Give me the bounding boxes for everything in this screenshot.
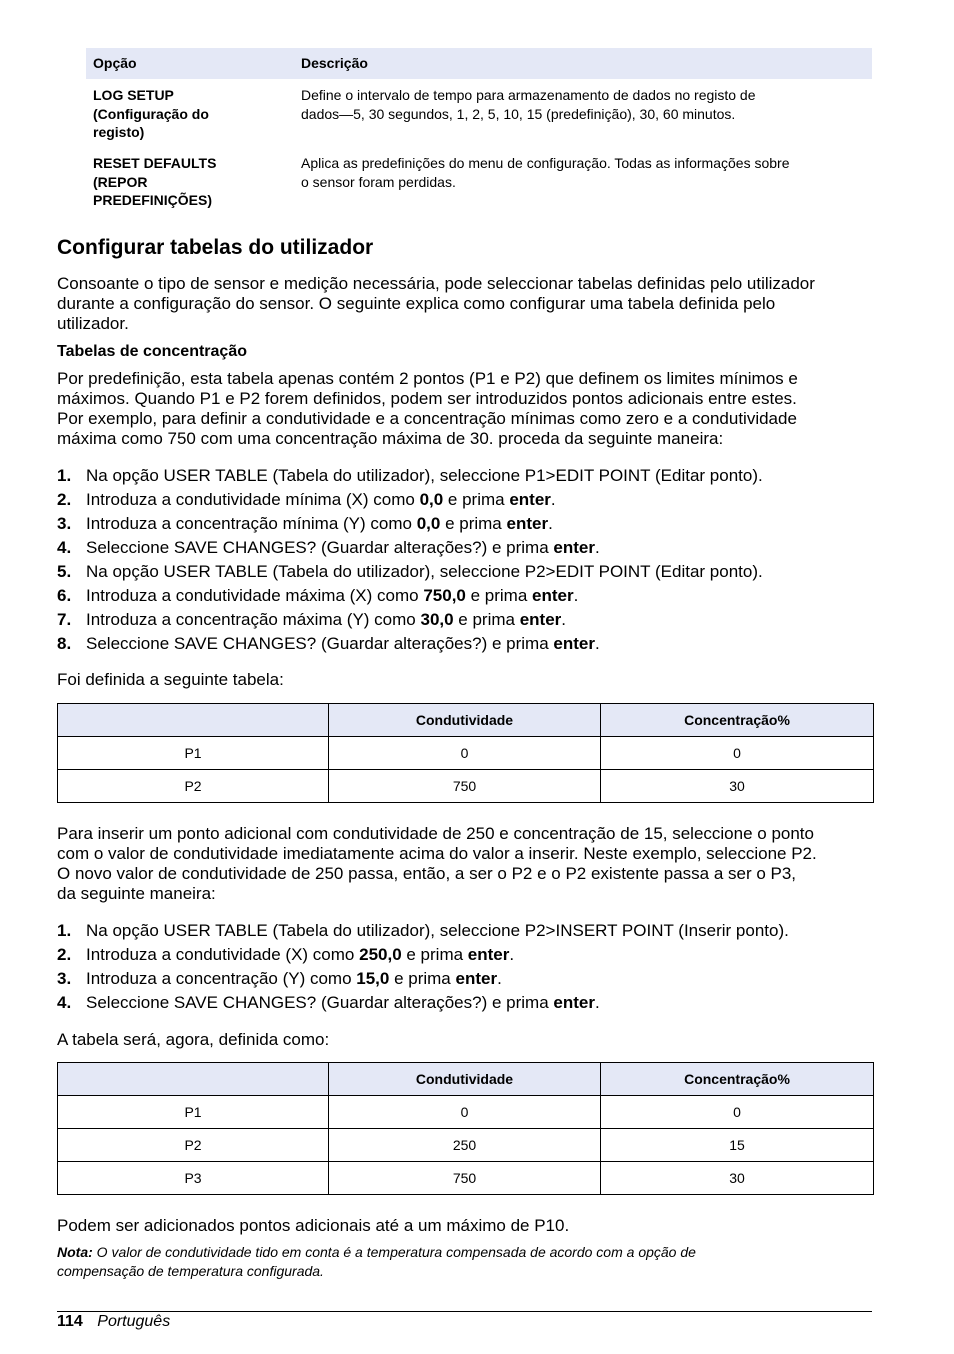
- step-text: Introduza a condutividade (X) como 250,0 e prima enter.: [86, 945, 515, 964]
- step-number: 2.: [57, 945, 72, 964]
- note-label: Nota:: [57, 1244, 93, 1260]
- section-title: Configurar tabelas do utilizador: [57, 236, 374, 259]
- table1-header-concentration: Concentração%: [601, 704, 874, 737]
- header-option: Opção: [93, 55, 137, 71]
- step-text: Na opção USER TABLE (Tabela do utilizador), seleccione P1>EDIT POINT (Editar ponto).: [86, 466, 763, 485]
- table-row: P1 0 0: [58, 737, 874, 770]
- steps-list-2: [57, 921, 877, 1017]
- step-text: Na opção USER TABLE (Tabela do utilizador), seleccione P2>INSERT POINT (Inserir ponto).: [86, 921, 789, 940]
- page-number: 114: [57, 1313, 83, 1330]
- closing-paragraph: Podem ser adicionados pontos adicionais até a um máximo de P10.: [57, 1216, 570, 1235]
- table-row: P2 750 30: [58, 770, 874, 803]
- paragraph-2: Para inserir um ponto adicional com condutividade de 250 e concentração de 15, seleccione o ponto com o valor de condutividade imediatamente acima do valor a inserir. Neste exemplo, seleccione P2. O novo valor de condutividade de 250 passa, então, a ser o P2 e o P2 existente passa a ser o P3, da seguinte maneira:: [57, 824, 817, 903]
- step-number: 2.: [57, 490, 72, 509]
- table2-header-concentration: Concentração%: [601, 1063, 874, 1096]
- step-number: 1.: [57, 466, 72, 485]
- step-text: Introduza a condutividade máxima (X) como 750,0 e prima enter.: [86, 586, 579, 605]
- option-name-reset-defaults: RESET DEFAULTS (REPOR PREDEFINIÇÕES): [93, 155, 217, 208]
- table2-header-conductivity: Condutividade: [329, 1063, 601, 1096]
- footer: [57, 1313, 170, 1331]
- table-row: P1 0 0: [58, 1096, 874, 1129]
- step-text: Seleccione SAVE CHANGES? (Guardar alterações?) e prima enter.: [86, 538, 600, 557]
- table2-intro: A tabela será, agora, definida como:: [57, 1030, 330, 1049]
- steps-list-1: [57, 466, 877, 658]
- table2-header-blank: [58, 1063, 329, 1096]
- option-name-log-setup: LOG SETUP (Configuração do registo): [93, 87, 209, 140]
- table-row: P3 750 30: [58, 1162, 874, 1195]
- subheading: Tabelas de concentração: [57, 343, 247, 360]
- table1-header-blank: [58, 704, 329, 737]
- note: Nota: O valor de condutividade tido em conta é a temperatura compensada de acordo com a opção de compensação de temperatura configurada.: [57, 1244, 696, 1279]
- concentration-table-1: [57, 703, 874, 803]
- step-text: Introduza a concentração mínima (Y) como 0,0 e prima enter.: [86, 514, 553, 533]
- table-row: P2 250 15: [58, 1129, 874, 1162]
- step-number: 5.: [57, 562, 72, 581]
- step-number: 6.: [57, 586, 72, 605]
- step-number: 3.: [57, 969, 72, 988]
- step-number: 4.: [57, 538, 72, 557]
- step-text: Introduza a concentração (Y) como 15,0 e prima enter.: [86, 969, 502, 988]
- intro-paragraph: Consoante o tipo de sensor e medição necessária, pode seleccionar tabelas definidas pelo utilizador durante a configuração do sensor. O seguinte explica como configurar uma tabela definida pelo utilizador.: [57, 274, 815, 333]
- step-text: Na opção USER TABLE (Tabela do utilizador), seleccione P2>EDIT POINT (Editar ponto).: [86, 562, 763, 581]
- step-text: Seleccione SAVE CHANGES? (Guardar alterações?) e prima enter.: [86, 993, 600, 1012]
- step-number: 1.: [57, 921, 72, 940]
- step-number: 3.: [57, 514, 72, 533]
- options-table-header: [86, 48, 872, 79]
- step-number: 7.: [57, 610, 72, 629]
- header-description: Descrição: [301, 55, 368, 71]
- step-text: Seleccione SAVE CHANGES? (Guardar alterações?) e prima enter.: [86, 634, 600, 653]
- step-text: Introduza a concentração máxima (Y) como 30,0 e prima enter.: [86, 610, 567, 629]
- step-text: Introduza a condutividade mínima (X) como 0,0 e prima enter.: [86, 490, 556, 509]
- table1-intro: Foi definida a seguinte tabela:: [57, 670, 284, 689]
- step-number: 8.: [57, 634, 72, 653]
- option-desc-log-setup: Define o intervalo de tempo para armazenamento de dados no registo de dados—5, 30 segundos, 1, 2, 5, 10, 15 (predefinição), 30, 60 minutos.: [301, 87, 756, 122]
- footer-language: Português: [97, 1313, 171, 1330]
- footer-divider: [57, 1311, 872, 1312]
- paragraph-1: Por predefinição, esta tabela apenas contém 2 pontos (P1 e P2) que definem os limites mínimos e máximos. Quando P1 e P2 forem definidos, podem ser introduzidos pontos adicionais entre estes. Por exemplo, para definir a condutividade e a concentração mínimas como zero e a condutividade máxima como 750 com uma concentração máxima de 30. proceda da seguinte maneira:: [57, 369, 798, 448]
- table1-header-conductivity: Condutividade: [329, 704, 601, 737]
- step-number: 4.: [57, 993, 72, 1012]
- option-desc-reset-defaults: Aplica as predefinições do menu de configuração. Todas as informações sobre o sensor foram perdidas.: [301, 155, 790, 190]
- concentration-table-2: [57, 1062, 874, 1195]
